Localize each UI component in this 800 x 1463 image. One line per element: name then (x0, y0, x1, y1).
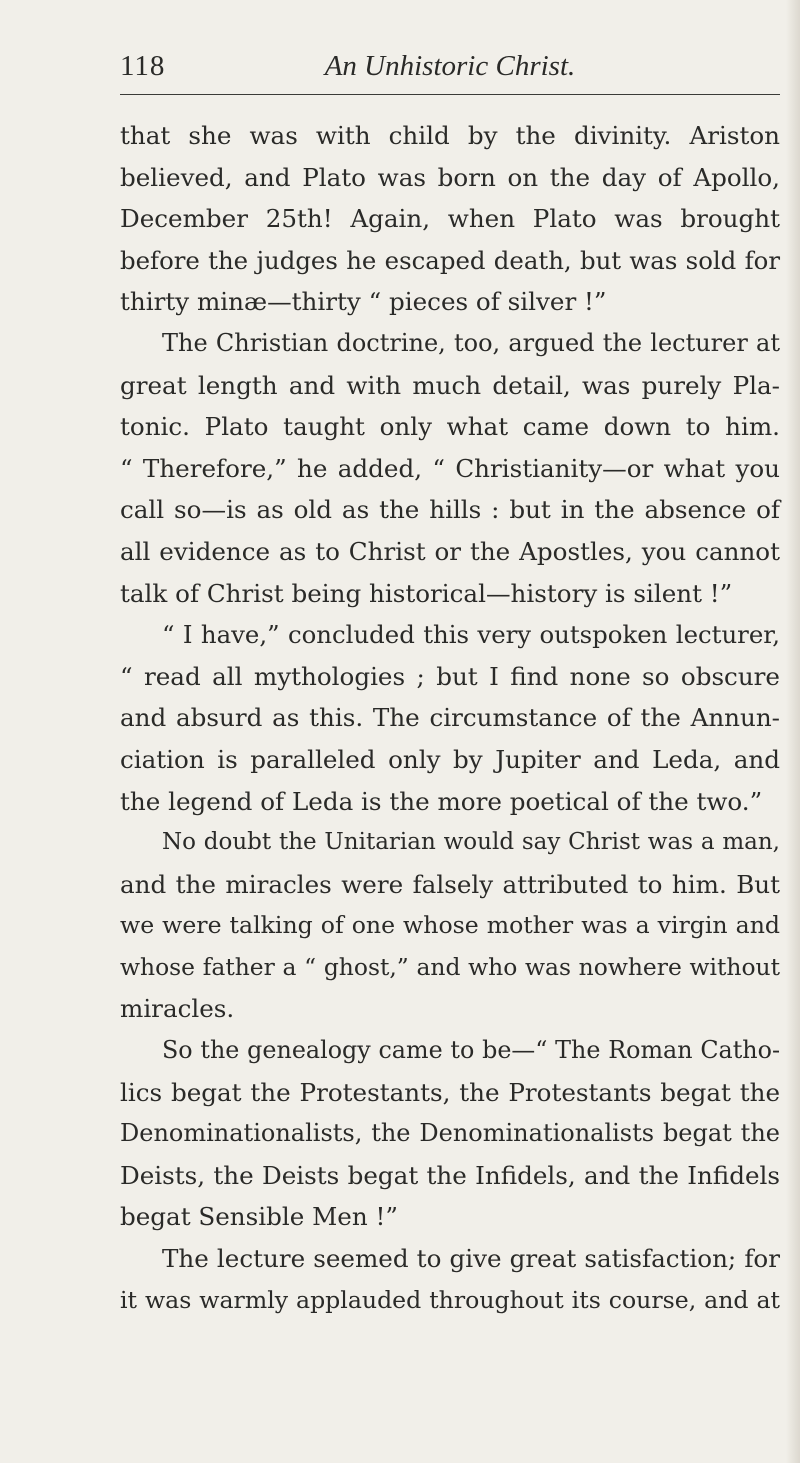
paragraph (120, 115, 780, 323)
text-line: The lecture seemed to give great satisfaction; for (162, 1244, 780, 1274)
text-line: begat Sensible Men !” (120, 1202, 398, 1232)
text-line: call so—is as old as the hills : but in the absence of (120, 495, 780, 525)
text-line: it was warmly applauded throughout its course, and at (120, 1285, 780, 1314)
page-edge-shadow (786, 0, 800, 1463)
text-line: So the genealogy came to be—“ The Roman Catho- (162, 1036, 780, 1065)
text-line: ciation is paralleled only by Jupiter and Leda, and (120, 744, 780, 774)
running-title: An Unhistoric Christ. (324, 50, 576, 82)
text-line: tonic. Plato taught only what came down to him. (120, 412, 780, 442)
text-line: before the judges he escaped death, but was sold for (120, 245, 780, 275)
book-page (120, 48, 780, 1321)
text-line: “ Therefore,” he added, “ Christianity—or what you (120, 453, 780, 483)
text-line: “ read all mythologies ; but I find none so obscure (120, 661, 780, 691)
text-line: believed, and Plato was born on the day of Apollo, (120, 162, 780, 192)
text-line: the legend of Leda is the more poetical of the two.” (120, 786, 763, 816)
text-line: and absurd as this. The circumstance of the Annun- (120, 703, 780, 733)
text-line: great length and with much detail, was purely Pla- (120, 370, 780, 400)
text-line: “ I have,” concluded this very outspoken lecturer, (162, 620, 780, 650)
paragraph (120, 614, 780, 822)
page-header (120, 48, 780, 92)
text-line: talk of Christ being historical—history is silent !” (120, 578, 733, 608)
text-line: lics begat the Protestants, the Protestants begat the (120, 1077, 780, 1107)
text-line: The Christian doctrine, too, argued the lecturer at (162, 328, 780, 357)
text-line: whose father a “ ghost,” and who was nowhere without (120, 952, 780, 981)
header-rule (120, 94, 780, 95)
page-number: 118 (120, 50, 166, 82)
body-text (120, 115, 780, 1321)
text-line: thirty minæ—thirty “ pieces of silver !” (120, 287, 607, 317)
paragraph (120, 1238, 780, 1321)
text-line: miracles. (120, 994, 235, 1024)
text-line: December 25th! Again, when Plato was brought (120, 204, 780, 234)
text-line: Deists, the Deists begat the Infidels, and the Infidels (120, 1160, 780, 1190)
text-line: we were talking of one whose mother was a virgin and (120, 911, 780, 940)
text-line: that she was with child by the divinity. Ariston (120, 121, 780, 150)
text-line: and the miracles were falsely attributed to him. But (120, 869, 780, 899)
paragraph (120, 323, 780, 614)
paragraph (120, 1030, 780, 1238)
text-line: Denominationalists, the Denominationalists begat the (120, 1119, 780, 1148)
paragraph (120, 822, 780, 1030)
text-line: No doubt the Unitarian would say Christ was a man, (162, 829, 780, 856)
text-line: all evidence as to Christ or the Apostles, you cannot (120, 536, 780, 566)
